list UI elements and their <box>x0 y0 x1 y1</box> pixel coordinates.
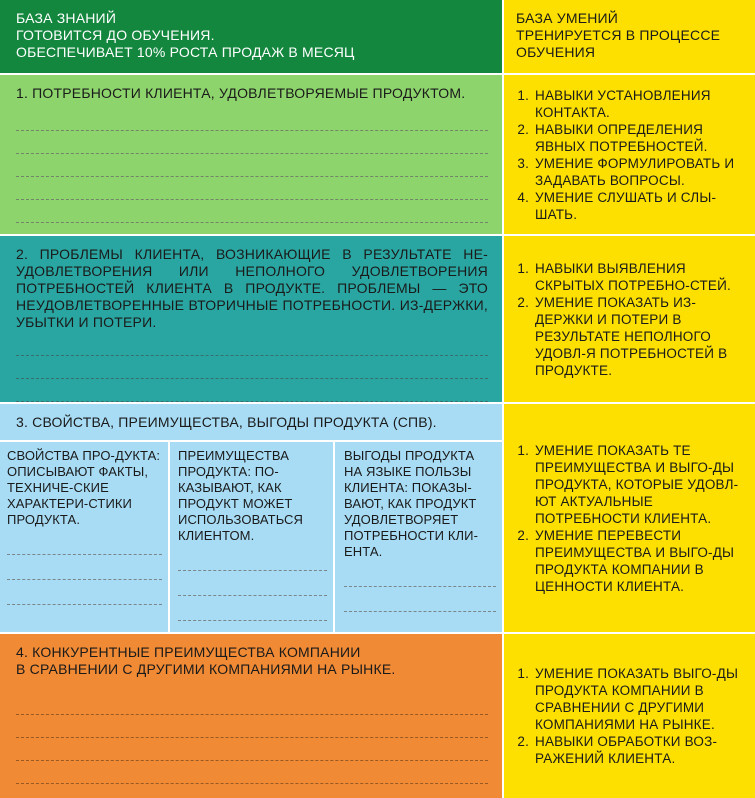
fill-line <box>344 587 496 612</box>
skill-item: 1. УМЕНИЕ ПОКАЗАТЬ ТЕ ПРЕИМУЩЕСТВА И ВЫГО-ДЫ ПРОДУКТА, КОТОРЫЕ УДОВЛ-ЮТ АКТУАЛЬНЫЕ ПОТРЕБНОСТИ КЛИЕНТА. <box>533 442 745 527</box>
skill-item: 3. УМЕНИЕ ФОРМУЛИРОВАТЬ И ЗАДАВАТЬ ВОПРОСЫ. <box>533 155 745 189</box>
advantages-fill-lines <box>178 546 327 621</box>
section-1-title: 1. ПОТРЕБНОСТИ КЛИЕНТА, УДОВЛЕТВОРЯЕМЫЕ ПРОДУКТОМ. <box>16 85 466 101</box>
section-1-knowledge <box>0 75 502 234</box>
section-4-fill-lines <box>16 692 488 784</box>
fill-line <box>16 356 488 379</box>
fill-line <box>16 154 488 177</box>
skills-header-line-1: БАЗА УМЕНИЙ <box>516 10 619 26</box>
section-2-skills <box>504 236 755 402</box>
knowledge-header-line-2: ГОТОВИТСЯ ДО ОБУЧЕНИЯ. <box>16 27 215 43</box>
section-2-title: 2. ПРОБЛЕМЫ КЛИЕНТА, ВОЗНИКАЮЩИЕ В РЕЗУЛЬТАТЕ НЕ-УДОВЛЕТВОРЕНИЯ ИЛИ НЕПОЛНОГО УДОВЛЕТВОРЕНИЯ ПОТРЕБНОСТЕЙ КЛИЕНТА В ПРОДУКТЕ. ПРОБЛЕМЫ — ЭТО НЕУДОВЛЕТВОРЕННЫЕ ВТОРИЧНЫЕ ПОТРЕБНОСТИ. ИЗ-ДЕРЖКИ, УБЫТКИ И ПОТЕРИ. <box>16 246 488 330</box>
fill-line <box>16 108 488 131</box>
fill-line <box>178 571 327 596</box>
section-3-properties-column <box>0 442 168 632</box>
section-3-knowledge <box>0 404 502 440</box>
section-2-skills-list <box>516 260 745 379</box>
benefits-description: ВЫГОДЫ ПРОДУКТА НА ЯЗЫКЕ ПОЛЬЗЫ КЛИЕНТА: ПОКАЗЫ-ВАЮТ, КАК ПРОДУКТ УДОВЛЕТВОРЯЕТ ПОТРЕБНОСТИ КЛИ-ЕНТА. <box>344 448 478 559</box>
skill-item: 2. УМЕНИЕ ПОКАЗАТЬ ИЗ-ДЕРЖКИ И ПОТЕРИ В РЕЗУЛЬТАТЕ НЕПОЛНОГО УДОВЛ-Я ПОТРЕБНОСТЕЙ В ПРОДУКТЕ. <box>533 294 745 379</box>
skill-item: 2. НАВЫКИ ОБРАБОТКИ ВОЗ-РАЖЕНИЙ КЛИЕНТА. <box>533 733 745 767</box>
skill-item: 2. УМЕНИЕ ПЕРЕВЕСТИ ПРЕИМУЩЕСТВА И ВЫГО-ДЫ ПРОДУКТА КОМПАНИИ В ЦЕННОСТИ КЛИЕНТА. <box>533 527 745 595</box>
fill-line <box>16 738 488 761</box>
section-3-skills <box>504 404 755 632</box>
properties-description: СВОЙСТВА ПРО-ДУКТА: ОПИСЫВАЮТ ФАКТЫ, ТЕХНИЧЕ-СКИЕ ХАРАКТЕРИ-СТИКИ ПРОДУКТА. <box>7 448 161 527</box>
section-3-skills-list <box>516 442 745 595</box>
fill-line <box>178 546 327 571</box>
advantages-description: ПРЕИМУЩЕСТВА ПРОДУКТА: ПО-КАЗЫВАЮТ, КАК ПРОДУКТ МОЖЕТ ИСПОЛЬЗОВАТЬСЯ КЛИЕНТОМ. <box>178 448 304 543</box>
section-3-advantages-column <box>170 442 333 632</box>
fill-line <box>344 562 496 587</box>
fill-line <box>7 580 162 605</box>
benefits-fill-lines <box>344 562 496 612</box>
skill-item: 2. НАВЫКИ ОПРЕДЕЛЕНИЯ ЯВНЫХ ПОТРЕБНОСТЕЙ. <box>533 121 745 155</box>
section-2-fill-lines <box>16 333 488 402</box>
section-4-knowledge <box>0 634 502 798</box>
knowledge-base-header <box>0 0 502 73</box>
fill-line <box>16 761 488 784</box>
section-3-benefits-column <box>335 442 502 632</box>
fill-line <box>7 555 162 580</box>
fill-line <box>16 692 488 715</box>
knowledge-header-line-1: БАЗА ЗНАНИЙ <box>16 10 117 26</box>
section-4-skills-list <box>516 665 745 767</box>
fill-line <box>7 530 162 555</box>
fill-line <box>16 200 488 223</box>
section-3-title: 3. СВОЙСТВА, ПРЕИМУЩЕСТВА, ВЫГОДЫ ПРОДУКТА (СПВ). <box>16 414 437 430</box>
properties-fill-lines <box>7 530 162 605</box>
section-4-title: 4. КОНКУРЕНТНЫЕ ПРЕИМУЩЕСТВА КОМПАНИИ В СРАВНЕНИИ С ДРУГИМИ КОМПАНИЯМИ НА РЫНКЕ. <box>16 644 396 677</box>
section-4-skills <box>504 634 755 798</box>
section-1-skills-list <box>516 87 745 223</box>
fill-line <box>16 333 488 356</box>
fill-line <box>178 596 327 621</box>
skill-item: 1. НАВЫКИ УСТАНОВЛЕНИЯ КОНТАКТА. <box>533 87 745 121</box>
section-2-knowledge <box>0 236 502 402</box>
skills-header-line-3: ОБУЧЕНИЯ <box>516 44 596 60</box>
fill-line <box>16 715 488 738</box>
knowledge-header-line-3: ОБЕСПЕЧИВАЕТ 10% РОСТА ПРОДАЖ В МЕСЯЦ <box>16 44 355 60</box>
fill-line <box>16 131 488 154</box>
skill-item: 1. УМЕНИЕ ПОКАЗАТЬ ВЫГО-ДЫ ПРОДУКТА КОМПАНИИ В СРАВНЕНИИ С ДРУГИМИ КОМПАНИЯМИ НА РЫНКЕ. <box>533 665 745 733</box>
skills-base-header <box>504 0 755 73</box>
section-1-skills <box>504 75 755 234</box>
section-1-fill-lines <box>16 108 488 223</box>
skill-item: 1. НАВЫКИ ВЫЯВЛЕНИЯ СКРЫТЫХ ПОТРЕБНО-СТЕЙ. <box>533 260 745 294</box>
fill-line <box>16 177 488 200</box>
skills-header-line-2: ТРЕНИРУЕТСЯ В ПРОЦЕССЕ <box>516 27 721 43</box>
skill-item: 4. УМЕНИЕ СЛУШАТЬ И СЛЫ-ШАТЬ. <box>533 189 745 223</box>
fill-line <box>16 379 488 402</box>
